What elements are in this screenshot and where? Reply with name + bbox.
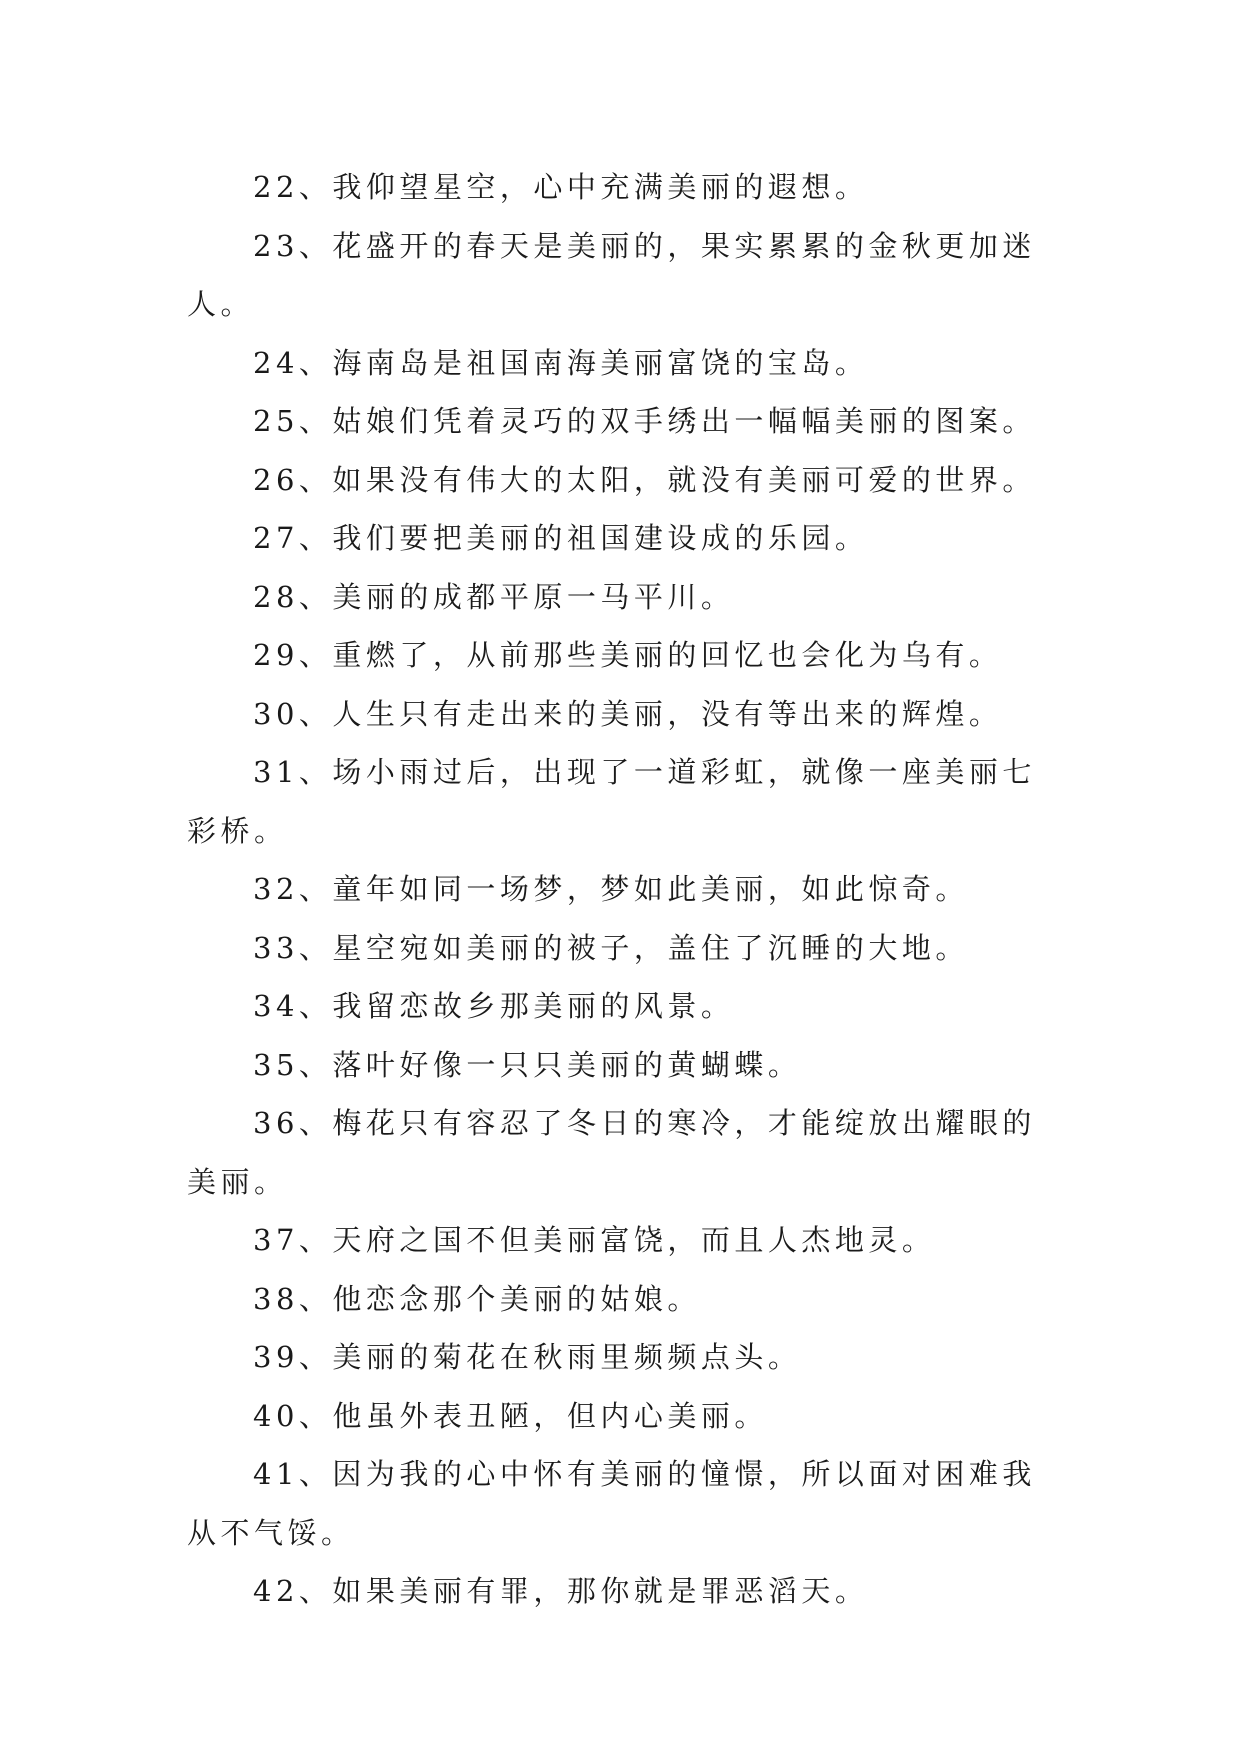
paragraph-33: 33、星空宛如美丽的被子，盖住了沉睡的大地。 xyxy=(253,930,969,965)
paragraph-40: 40、他虽外表丑陋，但内心美丽。 xyxy=(253,1398,768,1433)
paragraph-36: 36、梅花只有容忍了冬日的寒冷，才能绽放出耀眼的美丽。 xyxy=(187,1106,1036,1199)
paragraph-32: 32、童年如同一场梦，梦如此美丽，如此惊奇。 xyxy=(253,872,969,906)
paragraph-35: 35、落叶好像一只只美丽的黄蝴蝶。 xyxy=(253,1047,802,1082)
paragraph-29: 29、重燃了，从前那些美丽的回忆也会化为乌有。 xyxy=(253,638,1003,672)
paragraph-41: 41、因为我的心中怀有美丽的憧憬，所以面对困难我从不气馁。 xyxy=(187,1457,1036,1550)
paragraph-31: 31、场小雨过后，出现了一道彩虹，就像一座美丽七彩桥。 xyxy=(187,755,1036,848)
paragraph-30: 30、人生只有走出来的美丽，没有等出来的辉煌。 xyxy=(253,696,1003,731)
paragraph-27: 27、我们要把美丽的祖国建设成的乐园。 xyxy=(253,521,869,555)
paragraph-24: 24、海南岛是祖国南海美丽富饶的宝岛。 xyxy=(253,345,869,380)
paragraph-34: 34、我留恋故乡那美丽的风景。 xyxy=(253,989,735,1023)
paragraph-28: 28、美丽的成都平原一马平川。 xyxy=(253,579,735,614)
paragraph-26: 26、如果没有伟大的太阳，就没有美丽可爱的世界。 xyxy=(253,462,1036,497)
paragraph-22: 22、我仰望星空，心中充满美丽的遐想。 xyxy=(253,170,869,204)
paragraph-38: 38、他恋念那个美丽的姑娘。 xyxy=(253,1281,701,1316)
paragraph-37: 37、天府之国不但美丽富饶，而且人杰地灵。 xyxy=(253,1223,936,1257)
document-body xyxy=(187,158,1057,1621)
paragraph-23: 23、花盛开的春天是美丽的，果实累累的金秋更加迷人。 xyxy=(187,228,1036,321)
paragraph-39: 39、美丽的菊花在秋雨里频频点头。 xyxy=(253,1340,802,1374)
paragraph-42: 42、如果美丽有罪，那你就是罪恶滔天。 xyxy=(253,1574,869,1608)
paragraph-25: 25、姑娘们凭着灵巧的双手绣出一幅幅美丽的图案。 xyxy=(253,404,1036,438)
